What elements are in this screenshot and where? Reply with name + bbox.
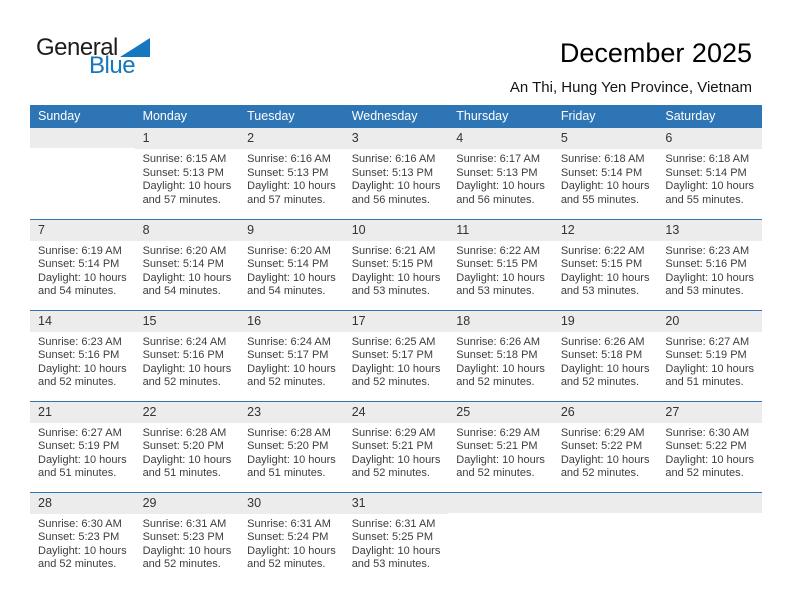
daylight-text-line1: Daylight: 10 hours: [560, 453, 650, 466]
sunset-text: Sunset: 5:15 PM: [560, 258, 643, 270]
daylight-text-line1: Daylight: 10 hours: [665, 180, 755, 192]
daylight-text-line2: and 52 minutes.: [456, 467, 535, 479]
week-row: [30, 128, 762, 219]
calendar-table: [30, 105, 762, 583]
sunset-text: Sunset: 5:21 PM: [456, 440, 538, 452]
sunrise-text: Sunrise: 6:26 AM: [456, 335, 541, 348]
daylight-text-line1: Daylight: 10 hours: [560, 271, 650, 284]
day-cell: [344, 401, 449, 492]
sunset-text: Sunset: 5:13 PM: [456, 166, 538, 179]
weekday-header: Tuesday: [239, 105, 344, 128]
sunrise-text: Sunrise: 6:17 AM: [456, 153, 541, 165]
sunrise-text: Sunrise: 6:22 AM: [456, 244, 541, 257]
day-number: 17: [344, 311, 449, 332]
day-cell: [657, 219, 762, 310]
daylight-text-line2: and 52 minutes.: [560, 376, 640, 388]
weekday-header: Saturday: [657, 105, 762, 128]
day-number: 23: [239, 402, 344, 423]
week-row: [30, 310, 762, 401]
sunset-text: Sunset: 5:14 PM: [142, 258, 224, 270]
daylight-text-line1: Daylight: 10 hours: [560, 180, 650, 192]
sunset-text: Sunset: 5:20 PM: [142, 440, 224, 452]
daylight-text-line1: Daylight: 10 hours: [247, 453, 336, 466]
sunset-text: Sunset: 5:14 PM: [38, 258, 120, 270]
sunrise-text: Sunrise: 6:18 AM: [560, 153, 645, 165]
daylight-text-line1: Daylight: 10 hours: [351, 271, 441, 284]
day-number: 4: [448, 128, 553, 149]
sunrise-text: Sunrise: 6:29 AM: [351, 426, 436, 439]
daylight-text-line2: and 53 minutes.: [665, 285, 744, 297]
daylight-text-line1: Daylight: 10 hours: [665, 362, 755, 375]
day-number: 24: [344, 402, 449, 423]
sunset-text: Sunset: 5:24 PM: [247, 531, 329, 543]
daylight-text-line2: and 51 minutes.: [142, 467, 221, 479]
sunrise-text: Sunrise: 6:16 AM: [351, 153, 436, 165]
logo-text-general: General: [36, 34, 118, 61]
daylight-text-line2: and 52 minutes.: [560, 467, 640, 479]
day-number: 2: [239, 128, 344, 149]
sunset-text: Sunset: 5:18 PM: [560, 349, 643, 361]
day-info: [344, 149, 449, 207]
day-cell: [448, 310, 553, 401]
empty-day-cell: [30, 128, 135, 219]
sunrise-text: Sunrise: 6:31 AM: [247, 517, 331, 530]
day-info: [239, 149, 344, 207]
day-cell: [135, 401, 240, 492]
daylight-text-line1: Daylight: 10 hours: [351, 362, 441, 375]
day-cell: [344, 219, 449, 310]
weekday-header: Sunday: [30, 105, 135, 128]
daylight-text-line1: Daylight: 10 hours: [247, 544, 336, 557]
day-number: 9: [239, 220, 344, 241]
week-row: [30, 492, 762, 583]
day-cell: [239, 492, 344, 583]
day-cell: [135, 219, 240, 310]
daylight-text-line2: and 53 minutes.: [351, 285, 430, 297]
day-number: 14: [30, 311, 135, 332]
day-number: [448, 493, 553, 513]
day-info: [30, 241, 135, 299]
daylight-text-line2: and 52 minutes.: [38, 376, 117, 388]
day-info: [135, 514, 240, 572]
daylight-text-line1: Daylight: 10 hours: [38, 271, 127, 284]
week-row: [30, 219, 762, 310]
day-info: [448, 149, 553, 207]
day-info: [135, 149, 240, 207]
daylight-text-line2: and 56 minutes.: [351, 193, 430, 206]
sunset-text: Sunset: 5:13 PM: [351, 166, 434, 179]
day-number: 7: [30, 220, 135, 241]
sunset-text: Sunset: 5:18 PM: [456, 349, 538, 361]
day-number: 8: [135, 220, 240, 241]
day-info: [344, 241, 449, 299]
sunset-text: Sunset: 5:25 PM: [351, 531, 434, 543]
daylight-text-line1: Daylight: 10 hours: [142, 180, 232, 192]
day-cell: [344, 492, 449, 583]
day-info: [657, 423, 762, 481]
daylight-text-line1: Daylight: 10 hours: [142, 362, 232, 375]
daylight-text-line2: and 54 minutes.: [142, 285, 221, 297]
day-info: [239, 423, 344, 481]
week-row: [30, 401, 762, 492]
day-info: [553, 241, 658, 299]
daylight-text-line1: Daylight: 10 hours: [560, 362, 650, 375]
daylight-text-line2: and 53 minutes.: [351, 558, 430, 570]
weekday-header: Wednesday: [344, 105, 449, 128]
month-title: December 2025: [559, 38, 752, 68]
day-cell: [30, 401, 135, 492]
empty-day-cell: [657, 492, 762, 583]
day-number: [30, 128, 135, 148]
sunrise-text: Sunrise: 6:23 AM: [38, 335, 122, 348]
daylight-text-line1: Daylight: 10 hours: [38, 362, 127, 375]
day-info: [553, 332, 658, 390]
sunrise-text: Sunrise: 6:18 AM: [665, 153, 750, 165]
daylight-text-line1: Daylight: 10 hours: [142, 453, 232, 466]
day-cell: [344, 128, 449, 219]
daylight-text-line2: and 53 minutes.: [560, 285, 640, 297]
daylight-text-line2: and 52 minutes.: [456, 376, 535, 388]
day-cell: [553, 310, 658, 401]
sunset-text: Sunset: 5:17 PM: [247, 349, 329, 361]
day-info: [30, 514, 135, 572]
day-info: [657, 149, 762, 207]
daylight-text-line1: Daylight: 10 hours: [456, 362, 545, 375]
sunrise-text: Sunrise: 6:28 AM: [142, 426, 227, 439]
day-cell: [30, 219, 135, 310]
daylight-text-line1: Daylight: 10 hours: [351, 544, 441, 557]
sunrise-text: Sunrise: 6:22 AM: [560, 244, 645, 257]
day-cell: [657, 310, 762, 401]
daylight-text-line1: Daylight: 10 hours: [665, 453, 755, 466]
sunrise-text: Sunrise: 6:27 AM: [665, 335, 750, 348]
calendar-header: [510, 38, 752, 96]
sunrise-text: Sunrise: 6:30 AM: [665, 426, 750, 439]
daylight-text-line2: and 53 minutes.: [456, 285, 535, 297]
day-cell: [553, 219, 658, 310]
daylight-text-line2: and 57 minutes.: [142, 193, 221, 206]
sunrise-text: Sunrise: 6:31 AM: [142, 517, 227, 530]
day-cell: [239, 401, 344, 492]
daylight-text-line2: and 54 minutes.: [247, 285, 326, 297]
daylight-text-line2: and 56 minutes.: [456, 193, 535, 206]
sunrise-text: Sunrise: 6:27 AM: [38, 426, 122, 439]
day-number: [657, 493, 762, 513]
day-cell: [448, 401, 553, 492]
day-info: [135, 241, 240, 299]
day-info: [553, 423, 658, 481]
day-number: 6: [657, 128, 762, 149]
day-number: 15: [135, 311, 240, 332]
daylight-text-line2: and 52 minutes.: [38, 558, 117, 570]
sunset-text: Sunset: 5:22 PM: [560, 440, 643, 452]
sunset-text: Sunset: 5:21 PM: [351, 440, 434, 452]
day-number: 19: [553, 311, 658, 332]
calendar-body: [30, 128, 762, 583]
daylight-text-line2: and 51 minutes.: [38, 467, 117, 479]
empty-day-cell: [448, 492, 553, 583]
day-number: 26: [553, 402, 658, 423]
daylight-text-line1: Daylight: 10 hours: [665, 271, 755, 284]
daylight-text-line1: Daylight: 10 hours: [247, 180, 336, 192]
day-number: 30: [239, 493, 344, 514]
sunrise-text: Sunrise: 6:24 AM: [247, 335, 331, 348]
sunset-text: Sunset: 5:16 PM: [38, 349, 120, 361]
sunset-text: Sunset: 5:16 PM: [665, 258, 747, 270]
sunrise-text: Sunrise: 6:26 AM: [560, 335, 645, 348]
day-info: [30, 332, 135, 390]
day-info: [553, 149, 658, 207]
sunset-text: Sunset: 5:19 PM: [665, 349, 747, 361]
day-number: 25: [448, 402, 553, 423]
sunset-text: Sunset: 5:23 PM: [38, 531, 120, 543]
daylight-text-line1: Daylight: 10 hours: [456, 180, 545, 192]
day-number: 3: [344, 128, 449, 149]
logo-text-blue: Blue: [89, 52, 136, 79]
day-info: [448, 423, 553, 481]
sunrise-text: Sunrise: 6:25 AM: [351, 335, 436, 348]
day-cell: [239, 128, 344, 219]
day-number: 11: [448, 220, 553, 241]
day-info: [239, 332, 344, 390]
daylight-text-line1: Daylight: 10 hours: [351, 180, 441, 192]
sunset-text: Sunset: 5:23 PM: [142, 531, 224, 543]
sunset-text: Sunset: 5:15 PM: [351, 258, 434, 270]
sunrise-text: Sunrise: 6:24 AM: [142, 335, 227, 348]
sunrise-text: Sunrise: 6:20 AM: [247, 244, 331, 257]
weekday-header-row: [30, 105, 762, 128]
day-cell: [553, 128, 658, 219]
sunrise-text: Sunrise: 6:16 AM: [247, 153, 331, 165]
sunset-text: Sunset: 5:22 PM: [665, 440, 747, 452]
day-info: [448, 241, 553, 299]
daylight-text-line2: and 55 minutes.: [665, 193, 744, 206]
day-info: [657, 241, 762, 299]
day-number: 10: [344, 220, 449, 241]
sunset-text: Sunset: 5:17 PM: [351, 349, 434, 361]
daylight-text-line2: and 52 minutes.: [351, 376, 430, 388]
daylight-text-line1: Daylight: 10 hours: [247, 362, 336, 375]
sunrise-text: Sunrise: 6:15 AM: [142, 153, 227, 165]
daylight-text-line1: Daylight: 10 hours: [38, 453, 127, 466]
day-cell: [448, 128, 553, 219]
sunset-text: Sunset: 5:15 PM: [456, 258, 538, 270]
daylight-text-line2: and 51 minutes.: [247, 467, 326, 479]
sunrise-text: Sunrise: 6:29 AM: [456, 426, 541, 439]
sunset-text: Sunset: 5:14 PM: [665, 166, 747, 179]
weekday-header: Thursday: [448, 105, 553, 128]
daylight-text-line2: and 54 minutes.: [38, 285, 117, 297]
day-cell: [239, 219, 344, 310]
sunset-text: Sunset: 5:16 PM: [142, 349, 224, 361]
daylight-text-line1: Daylight: 10 hours: [456, 453, 545, 466]
day-cell: [135, 492, 240, 583]
sunrise-text: Sunrise: 6:21 AM: [351, 244, 436, 257]
day-number: 5: [553, 128, 658, 149]
general-blue-logo: [36, 36, 150, 78]
daylight-text-line2: and 52 minutes.: [247, 376, 326, 388]
day-cell: [657, 401, 762, 492]
day-info: [448, 332, 553, 390]
daylight-text-line2: and 51 minutes.: [665, 376, 744, 388]
sunset-text: Sunset: 5:13 PM: [247, 166, 329, 179]
day-cell: [448, 219, 553, 310]
daylight-text-line2: and 52 minutes.: [142, 558, 221, 570]
day-info: [344, 423, 449, 481]
daylight-text-line1: Daylight: 10 hours: [351, 453, 441, 466]
location-subtitle: An Thi, Hung Yen Province, Vietnam: [509, 79, 752, 96]
daylight-text-line2: and 52 minutes.: [247, 558, 326, 570]
sunrise-text: Sunrise: 6:19 AM: [38, 244, 122, 257]
day-number: [553, 493, 658, 513]
day-number: 16: [239, 311, 344, 332]
daylight-text-line1: Daylight: 10 hours: [38, 544, 127, 557]
day-number: 21: [30, 402, 135, 423]
day-cell: [553, 401, 658, 492]
day-number: 18: [448, 311, 553, 332]
sunrise-text: Sunrise: 6:29 AM: [560, 426, 645, 439]
sunrise-text: Sunrise: 6:31 AM: [351, 517, 436, 530]
day-cell: [30, 310, 135, 401]
day-cell: [239, 310, 344, 401]
day-number: 31: [344, 493, 449, 514]
daylight-text-line2: and 57 minutes.: [247, 193, 326, 206]
empty-day-cell: [553, 492, 658, 583]
sunrise-text: Sunrise: 6:23 AM: [665, 244, 750, 257]
sunrise-text: Sunrise: 6:20 AM: [142, 244, 227, 257]
day-number: 27: [657, 402, 762, 423]
daylight-text-line1: Daylight: 10 hours: [142, 544, 232, 557]
sunset-text: Sunset: 5:14 PM: [247, 258, 329, 270]
weekday-header: Friday: [553, 105, 658, 128]
sunset-text: Sunset: 5:14 PM: [560, 166, 643, 179]
daylight-text-line1: Daylight: 10 hours: [142, 271, 232, 284]
day-number: 28: [30, 493, 135, 514]
day-number: 22: [135, 402, 240, 423]
day-cell: [30, 492, 135, 583]
sunrise-text: Sunrise: 6:30 AM: [38, 517, 122, 530]
day-info: [135, 332, 240, 390]
day-number: 20: [657, 311, 762, 332]
day-info: [239, 241, 344, 299]
day-cell: [135, 128, 240, 219]
day-cell: [135, 310, 240, 401]
daylight-text-line2: and 52 minutes.: [351, 467, 430, 479]
day-info: [657, 332, 762, 390]
sunset-text: Sunset: 5:20 PM: [247, 440, 329, 452]
day-cell: [344, 310, 449, 401]
day-info: [344, 514, 449, 572]
sunset-text: Sunset: 5:13 PM: [142, 166, 224, 179]
daylight-text-line2: and 52 minutes.: [665, 467, 744, 479]
daylight-text-line2: and 55 minutes.: [560, 193, 640, 206]
daylight-text-line1: Daylight: 10 hours: [247, 271, 336, 284]
sunrise-text: Sunrise: 6:28 AM: [247, 426, 331, 439]
day-info: [344, 332, 449, 390]
day-number: 12: [553, 220, 658, 241]
daylight-text-line2: and 52 minutes.: [142, 376, 221, 388]
daylight-text-line1: Daylight: 10 hours: [456, 271, 545, 284]
day-info: [239, 514, 344, 572]
day-number: 13: [657, 220, 762, 241]
sunset-text: Sunset: 5:19 PM: [38, 440, 120, 452]
weekday-header: Monday: [135, 105, 240, 128]
day-number: 1: [135, 128, 240, 149]
day-info: [135, 423, 240, 481]
day-info: [30, 423, 135, 481]
day-cell: [657, 128, 762, 219]
day-number: 29: [135, 493, 240, 514]
